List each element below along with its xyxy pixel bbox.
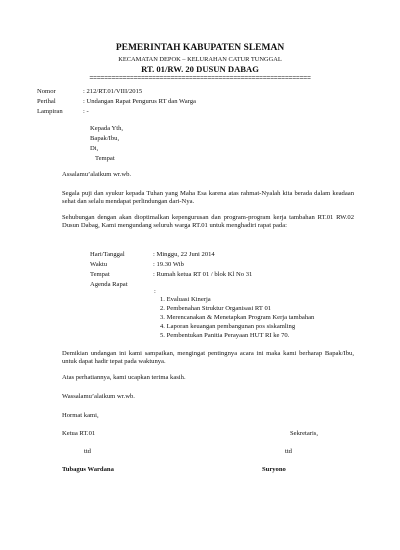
signature-left-ttd: ttd [84,448,91,455]
nomor-label: Nomor [37,88,56,95]
address-line-1: Kepada Yth, [90,125,124,132]
agenda-label: Agenda Rapat [90,281,128,288]
paragraph-2: Sehubungan dengan akan dioptimalkan kepengurusan dan program-program kerja tambahan RT.01 RW.02 Dusun Dabag, Kami mengundang seluruh warga RT.01 untuk menghadiri rapat pada: [62,214,354,230]
agenda-item: 2. Pembenahan Struktur Organisasi RT 01 [160,305,272,312]
perihal-value: : Undangan Rapat Pengurus RT dan Warga [83,98,196,105]
date-value: : Minggu, 22 Juni 2014 [153,251,215,258]
letterhead-unit: RT. 01/RW. 20 DUSUN DABAG [141,64,259,74]
agenda-item: 4. Laporan keuangan pembangunan pos siskamling [160,323,296,330]
signature-left-name: Tubagus Wardana [62,466,114,473]
letterhead-title: PEMERINTAH KABUPATEN SLEMAN [115,43,285,53]
thanks-line: Atas perhatiannya, kami ucapkan terima kasih. [62,374,186,381]
address-line-4: Tempat [95,155,115,162]
signature-right-name: Suryono [262,466,286,473]
closing-salam: Wassalamu’alaikum wr.wb. [62,393,135,400]
date-label: Hari/Tanggal [90,251,125,258]
agenda-item: 3. Merencanakan & Menetapkan Program Kerja tambahan [160,314,315,321]
address-line-3: Di, [90,145,99,152]
lampiran-value: : - [83,108,89,115]
time-value: : 19.30 Wib [153,261,184,268]
greeting: Assalamu’alaikum wr.wb. [62,171,132,178]
perihal-label: Perihal [37,98,56,105]
agenda-item: 1. Evaluasi Kinerja [160,296,211,303]
signature-left-role: Ketua RT.01 [62,430,96,437]
hormat-line: Hormat kami, [62,412,99,419]
nomor-value: : 212/RT.01/VIII/2015 [83,88,143,95]
address-line-2: Bapak/Ibu, [90,135,120,142]
signature-right-ttd: ttd [285,448,292,455]
agenda-colon: : [154,288,156,295]
letterhead-subtitle: KECAMATAN DEPOK – KELURAHAN CATUR TUNGGAL [118,56,282,63]
place-value: : Rumah ketua RT 01 / blok Kl No 31 [153,271,253,278]
paragraph-1: Segala puji dan syukur kepada Tuhan yang Maha Esa karena atas rahmat-Nyalah kita berada dalam keadaan sehat dan selalu mendapat perlindungan dari-Nya. [62,190,354,206]
letterhead-separator: ============================================================ [89,74,311,82]
paragraph-3: Demikian undangan ini kami sampaikan, mengingat pentingnya acara ini maka kami berharap Bapak/Ibu, untuk dapat hadir tepat pada waktunya. [62,350,354,366]
time-label: Waktu [90,261,108,268]
place-label: Tempat [90,271,110,278]
agenda-item: 5. Pembentukan Panitia Perayaan HUT RI ke 70. [160,332,290,339]
lampiran-label: Lampiran [37,108,63,115]
signature-right-role: Sekretaris, [290,430,319,437]
